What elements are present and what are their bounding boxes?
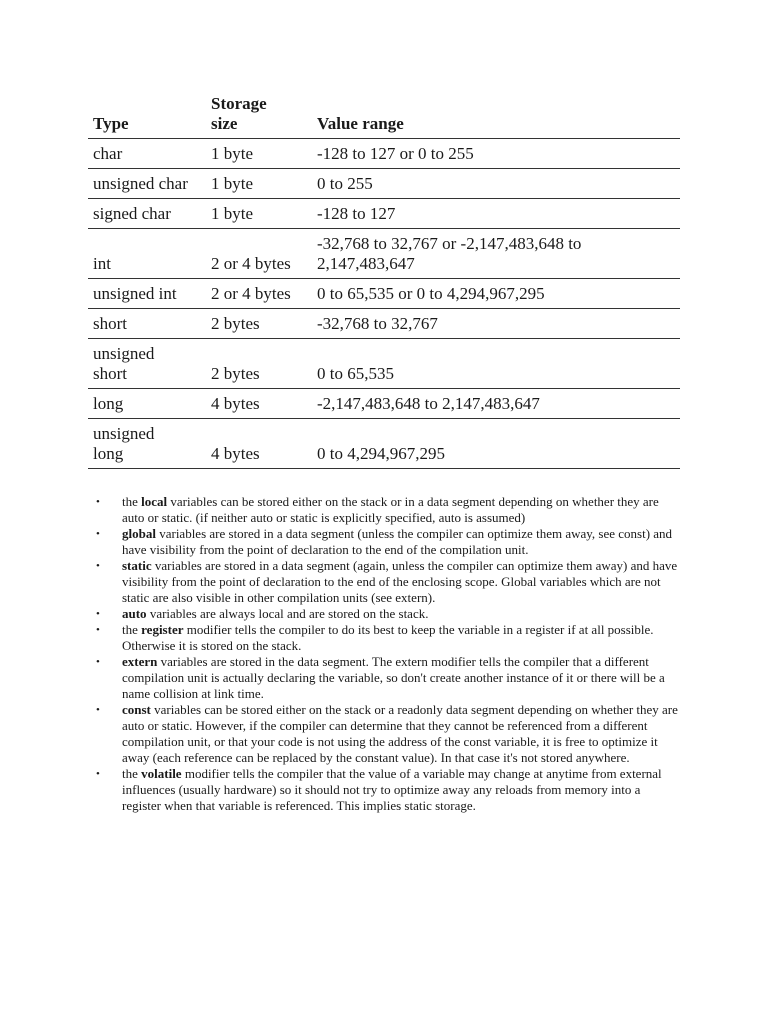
header-storage-size <box>206 90 312 139</box>
cell-range <box>312 339 680 389</box>
bullet-icon: • <box>96 560 100 572</box>
bullet-icon: • <box>96 656 100 668</box>
cell-type-text: short <box>93 364 127 383</box>
cell-range-text: -128 to 127 or 0 to 255 <box>317 144 474 163</box>
cell-range-text: 0 to 65,535 or 0 to 4,294,967,295 <box>317 284 545 303</box>
bullet-icon: • <box>96 496 100 508</box>
cell-range <box>312 419 680 469</box>
note-text: variables are stored in a data segment (unless the compiler can optimize them away, see const) and have visibility from the point of declaration to the end of the compilation unit. <box>122 526 673 557</box>
cell-type <box>88 169 206 199</box>
cell-range-text: 0 to 65,535 <box>317 364 394 383</box>
cell-type-text: unsigned <box>93 424 155 443</box>
cell-type-text: char <box>93 144 123 163</box>
note-text: modifier tells the compiler that the value of a variable may change at anytime from external influences (usually hardware) so it should not try to optimize away any reloads from memory into a register when that variable is referenced. This implies static storage. <box>122 766 662 813</box>
cell-size: 1 byte <box>206 169 312 199</box>
cell-size: 4 bytes <box>206 419 312 469</box>
cell-type-text: unsigned <box>93 344 155 363</box>
cell-type-text: long <box>93 444 124 463</box>
note-text: variables are stored in the data segment. The extern modifier tells the compiler that a different compilation unit is actually declaring the variable, so don't create another instance of it or there will be a name collision at link time. <box>122 654 665 701</box>
cell-type-text: short <box>93 314 127 333</box>
cell-size: 2 bytes <box>206 339 312 389</box>
table-row <box>88 419 680 469</box>
cell-range-text: 0 to 4,294,967,295 <box>317 444 445 463</box>
header-value-range <box>312 90 680 139</box>
header-type <box>88 90 206 139</box>
cell-range <box>312 199 680 229</box>
cell-type <box>88 279 206 309</box>
note-lead: the <box>122 766 142 781</box>
list-item <box>90 766 682 814</box>
note-text: variables can be stored either on the stack or a readonly data segment depending on whether they are auto or static. However, if the compiler can determine that they cannot be referenced from a different compilation unit, or that your code is not using the address of the const variable, it is free to optimize it away (each reference can be replaced by the constant value). In that case it's not stored anywhere. <box>122 702 678 765</box>
note-text: variables can be stored either on the stack or in a data segment depending on whether they are auto or static. (if neither auto or static is explicitly specified, auto is assumed) <box>122 494 659 525</box>
cell-range <box>312 169 680 199</box>
cell-type-text: unsigned int <box>93 284 177 303</box>
bullet-icon: • <box>96 624 100 636</box>
cell-type <box>88 389 206 419</box>
bullet-icon: • <box>96 528 100 540</box>
cell-size: 2 or 4 bytes <box>206 229 312 279</box>
note-keyword: extern <box>122 654 158 669</box>
list-item <box>90 654 682 702</box>
note-keyword: auto <box>122 606 147 621</box>
cell-type <box>88 229 206 279</box>
bullet-icon: • <box>96 704 100 716</box>
note-keyword: register <box>141 622 184 637</box>
bullet-icon: • <box>96 768 100 780</box>
cell-range <box>312 309 680 339</box>
table-row <box>88 309 680 339</box>
table-row <box>88 169 680 199</box>
table-row <box>88 339 680 389</box>
cell-type-text: signed char <box>93 204 171 223</box>
cell-type-text: unsigned char <box>93 174 188 193</box>
table-row <box>88 139 680 169</box>
cell-type <box>88 309 206 339</box>
note-text: variables are stored in a data segment (again, unless the compiler can optimize them away) and have visibility from the point of declaration to the end of the enclosing scope. Global variables which are not static are also visible in other compilation units (see extern). <box>122 558 678 605</box>
table-body <box>88 139 680 469</box>
table-row <box>88 229 680 279</box>
header-range-label: Value range <box>317 114 404 133</box>
cell-type <box>88 199 206 229</box>
cell-range-text: -32,768 to 32,767 <box>317 314 438 333</box>
note-text: variables are always local and are stored on the stack. <box>146 606 429 621</box>
list-item <box>90 622 682 654</box>
note-text: modifier tells the compiler to do its best to keep the variable in a register if at all possible. Otherwise it is stored on the stack. <box>122 622 654 653</box>
note-keyword: static <box>122 558 152 573</box>
cell-type <box>88 339 206 389</box>
list-item <box>90 526 682 558</box>
cell-range-text: 2,147,483,647 <box>317 254 415 273</box>
cell-type <box>88 419 206 469</box>
storage-notes-list <box>90 494 682 814</box>
cell-range-text: -128 to 127 <box>317 204 396 223</box>
table-row <box>88 279 680 309</box>
note-keyword: const <box>122 702 151 717</box>
note-keyword: global <box>122 526 156 541</box>
cell-range <box>312 279 680 309</box>
list-item <box>90 494 682 526</box>
list-item <box>90 606 682 622</box>
cell-size: 1 byte <box>206 199 312 229</box>
cell-size: 2 bytes <box>206 309 312 339</box>
header-type-label: Type <box>93 114 129 133</box>
cell-size: 4 bytes <box>206 389 312 419</box>
cell-size: 1 byte <box>206 139 312 169</box>
table-header-row <box>88 90 680 139</box>
cell-range-text: -32,768 to 32,767 or -2,147,483,648 to <box>317 234 582 253</box>
note-lead: the <box>122 622 142 637</box>
bullet-icon: • <box>96 608 100 620</box>
cell-range <box>312 389 680 419</box>
cell-range <box>312 229 680 279</box>
data-types-table <box>88 90 680 469</box>
list-item <box>90 702 682 766</box>
list-item <box>90 558 682 606</box>
cell-range-text: -2,147,483,648 to 2,147,483,647 <box>317 394 540 413</box>
cell-range-text: 0 to 255 <box>317 174 373 193</box>
cell-type-text: int <box>93 254 111 273</box>
cell-type-text: long <box>93 394 124 413</box>
header-size-line2: size <box>211 114 238 133</box>
cell-type <box>88 139 206 169</box>
table-row <box>88 389 680 419</box>
cell-range <box>312 139 680 169</box>
note-keyword: volatile <box>141 766 182 781</box>
table-row <box>88 199 680 229</box>
note-lead: the <box>122 494 142 509</box>
cell-size: 2 or 4 bytes <box>206 279 312 309</box>
note-keyword: local <box>141 494 168 509</box>
header-size-line1: Storage <box>211 94 267 113</box>
